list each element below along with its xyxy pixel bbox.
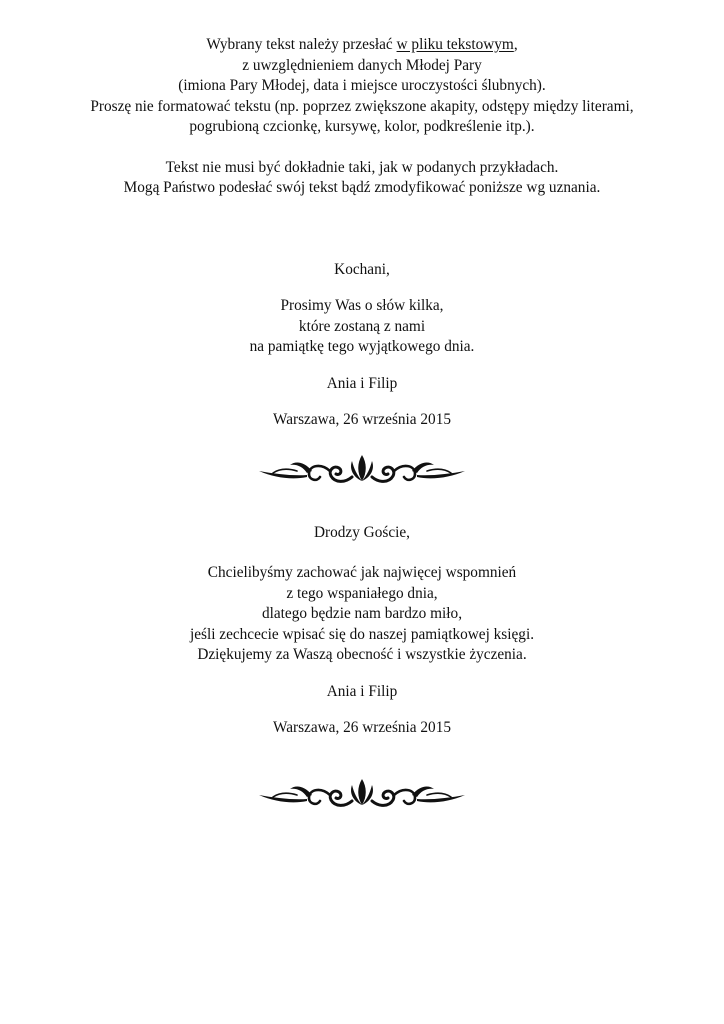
signature: Ania i Filip bbox=[326, 682, 398, 700]
instruction-line-1 bbox=[0, 35, 724, 56]
instruction-line-3: (imiona Pary Młodej, data i miejsce uroczystości ślubnych). bbox=[178, 77, 546, 94]
spacer bbox=[0, 702, 724, 718]
flourish-divider-icon bbox=[257, 449, 467, 489]
instruction-text: , bbox=[513, 36, 518, 53]
body-line: dlatego będzie nam bardzo miło, bbox=[261, 605, 463, 622]
body-line: które zostaną z nami bbox=[298, 317, 426, 335]
instruction-text: Wybrany tekst należy przesłać bbox=[206, 36, 397, 53]
spacer bbox=[0, 543, 724, 563]
ornament-divider-1 bbox=[0, 449, 724, 489]
body-line: Dziękujemy za Waszą obecność i wszystkie życzenia. bbox=[197, 646, 527, 663]
note-line-2: Mogą Państwo podesłać swój tekst bądź zmodyfikować poniższe wg uznania. bbox=[123, 179, 601, 196]
flourish-divider-icon bbox=[257, 773, 467, 813]
body-line: Chcielibyśmy zachować jak najwięcej wspomnień bbox=[207, 564, 517, 581]
instruction-line-5: pogrubioną czcionkę, kursywę, kolor, podkreślenie itp.). bbox=[189, 118, 535, 135]
date-place: Warszawa, 26 września 2015 bbox=[272, 719, 451, 736]
body-line: jeśli zechcecie wpisać się do naszej pamiątkowej księgi. bbox=[189, 625, 535, 643]
body-line: Prosimy Was o słów kilka, bbox=[280, 297, 444, 314]
instructions-note bbox=[0, 158, 724, 199]
spacer bbox=[0, 280, 724, 296]
instruction-line-2: z uwzględnieniem danych Młodej Pary bbox=[242, 56, 482, 74]
instructions-block bbox=[0, 35, 724, 138]
instruction-line-4: Proszę nie formatować tekstu (np. poprzez zwiększone akapity, odstępy między literami, bbox=[90, 97, 634, 115]
greeting: Drodzy Goście, bbox=[313, 523, 410, 541]
spacer bbox=[0, 394, 724, 410]
underlined-text: w pliku tekstowym bbox=[396, 36, 514, 53]
sample-text-2 bbox=[0, 523, 724, 739]
date-place: Warszawa, 26 września 2015 bbox=[272, 411, 451, 428]
spacer bbox=[0, 358, 724, 374]
spacer bbox=[0, 666, 724, 682]
body-line: z tego wspaniałego dnia, bbox=[286, 584, 438, 602]
sample-text-1 bbox=[0, 260, 724, 431]
ornament-divider-2 bbox=[0, 773, 724, 813]
body-line: na pamiątkę tego wyjątkowego dnia. bbox=[249, 338, 475, 355]
note-line-1: Tekst nie musi być dokładnie taki, jak w podanych przykładach. bbox=[165, 158, 559, 176]
greeting: Kochani, bbox=[334, 260, 390, 278]
signature: Ania i Filip bbox=[326, 374, 398, 392]
